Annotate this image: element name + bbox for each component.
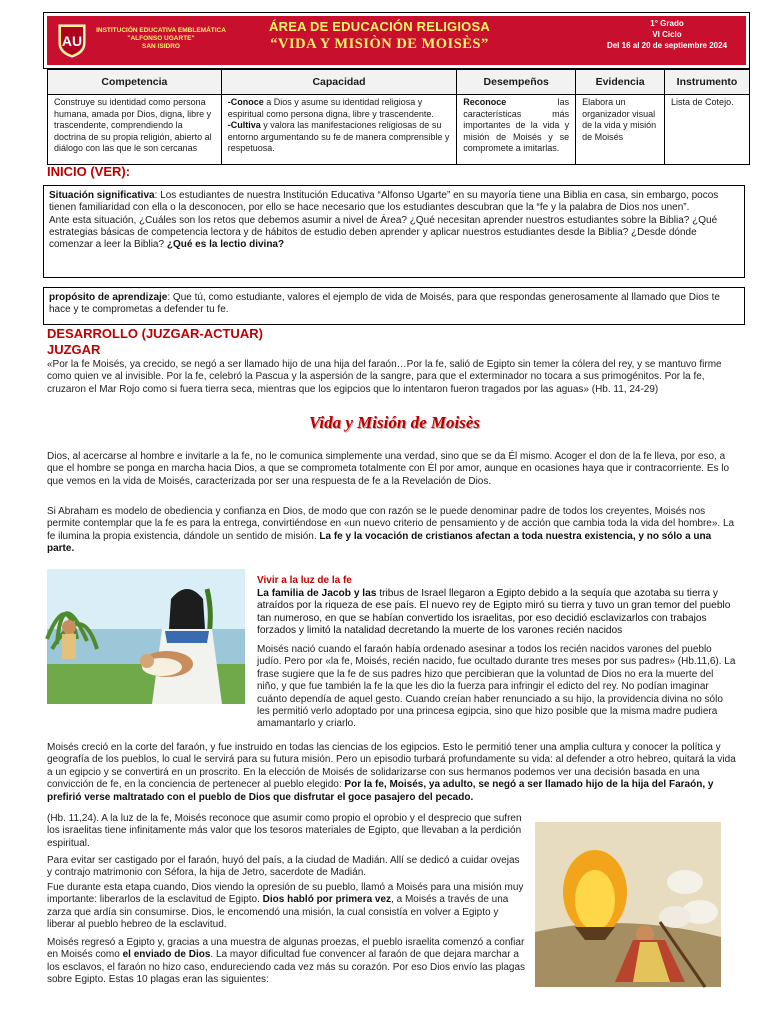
burning-bush-illustration-icon: [535, 822, 721, 987]
school-line-3: SAN ISIDRO: [142, 43, 180, 50]
juzgar-heading: JUZGAR: [47, 342, 101, 357]
paragraph-5-end: (Hb. 11,24). A la luz de la fe, Moisés reconoce que asumir como propio el oprobio y el desprecio que sufren los israelitas tiene infinitamente más valor que los tesoros materiales de Egipto, que llevaban a la perdición espiritual.: [47, 813, 522, 849]
desempeno-cell: [457, 95, 576, 165]
paragraph-2: [47, 506, 737, 556]
date-range: Del 16 al 20 de septiembre 2024: [606, 41, 728, 50]
paragraph-7-bold: Dios habló por primera vez: [259, 894, 392, 906]
vivir-fe-subtitle: Vivir a la luz de la fe: [257, 575, 352, 586]
paragraph-4: Moisés nació cuando el faraón había ordenado asesinar a todos los recién nacidos varones del pueblo judío. Pero por «la fe, Moisés, recién nacido, fue ocultado durante tres meses por sus padres» (Hb.11,6). La frase sugiere que la fe de sus padres hizo que percibieran que la voluntad de Dios no era la muerte del niño, y que fue también la fe la que les dio la fuerza para infringir el edicto del rey. No podían imaginar cuánto dependía de aquel gesto. Cuando creían haber renunciado a su hijo, la providencia divina no sólo les permitió verlo adoptado por una princesa egipcia, sino que hizo posible que la misma madre pudiera amamantarlo y criarlo.: [257, 644, 736, 730]
paragraph-7-text-b: , a Moisés a través de una zarza que ardía sin consumirse. Dios, le encomendó una misión, la cual consistía en volver a Egipto y liberar al pueblo hebreo de la esclavitud.: [47, 894, 509, 931]
paragraph-5-text: Moisés creció en la corte del faraón, y fue instruido en todas las ciencias de los egipcios. Esto le permitió tener una amplia cultura y conocer la política y geografía de los pueblos, lo cual le servirá para su futura misión. Pero un episodio turbará profundamente su vida: al defender a otro hebreo, quitará la vida a un egipcio y se convertirá en un proscrito. En la elección de Moisés de solidarizarse con sus hermanos podemos ver una decisión basada en una convicción de fe, en la conciencia de pertenecer al pueblo elegido:: [47, 742, 736, 791]
pregunta-final: ¿Qué es la lectio divina?: [164, 239, 285, 251]
school-line-1: INSTITUCIÓN EDUCATIVA EMBLEMÁTICA: [96, 27, 226, 34]
table-header-cell: Evidencia: [576, 70, 665, 95]
preguntas-text: Ante esta situación, ¿Cuáles son los retos que debemos asumir a nivel de Área? ¿Qué necesitan aprender nuestros estudiantes sobre la Biblia? ¿Qué estrategias básicas de competencia lectora y de hábitos de estudio deben aprender y aplicar nuestros estudiantes desde la Biblia? ¿Desde dónde comenzar a leer la Biblia?: [49, 214, 718, 251]
school-shield-logo-icon: [57, 23, 87, 59]
proposito-text: : Que tú, como estudiante, valores el ejemplo de vida de Moisés, para que respondas generosamente al llamado que Dios te hace y te comprometas a defender tu fe.: [49, 292, 720, 316]
desempeno-text: las características más importantes de la vida y misión de Moisés y se compromete a imitarlas.: [463, 97, 570, 153]
situacion-label: Situación significativa: [49, 190, 155, 201]
evidencia-cell: Elabora un organizador visual de la vida y misión de Moisés: [576, 95, 665, 165]
header-background: [47, 16, 746, 65]
proposito-label: propósito de aprendizaje: [49, 292, 168, 303]
capacidad-1-text: a Dios y asume su identidad religiosa y espiritual como persona digna, libre y trascendente.: [227, 97, 434, 119]
area-title: ÁREA DE EDUCACIÓN RELIGIOSA: [269, 19, 490, 34]
school-name: [91, 27, 231, 51]
svg-text:AU: AU: [61, 33, 83, 49]
proposito-box: [43, 287, 745, 325]
inicio-heading: INICIO (VER):: [47, 164, 131, 179]
table-header-cell: Desempeños: [457, 70, 576, 95]
instrumento-cell: Lista de Cotejo.: [665, 95, 750, 165]
paragraph-8-text-b: . La mayor dificultad fue convencer al faraón de que dejara marchar a los esclavos, el faraón no hizo caso, endureciendo cada vez más su corazón. Por eso Dios envío las plagas sobre Egipto. Estas 10 plagas eran las siguientes:: [47, 949, 526, 986]
table-row: [48, 95, 750, 165]
paragraph-7-text-a: Fue durante esta etapa cuando, Dios viendo la opresión de su pueblo, llamó a Moisés para una misión muy importante: liberarlos de la esclavitud de Egipto.: [47, 882, 524, 906]
table-header-cell: Competencia: [48, 70, 222, 95]
capacidad-2-verb: -Cultiva: [227, 120, 261, 130]
paragraph-7: [47, 882, 527, 932]
competency-table: [47, 69, 750, 165]
table-header-cell: Capacidad: [221, 70, 457, 95]
paragraph-8-bold: el enviado de Dios: [119, 949, 211, 961]
paragraph-8-text-a: Moisés regresó a Egipto y, gracias a una muestra de algunas proezas, el pueblo israelita comenzó a confiar en Moisés como: [47, 937, 525, 961]
paragraph-5: [47, 742, 737, 812]
paragraph-6: Para evitar ser castigado por el faraón, huyó del país, a la ciudad de Madián. Allí se dedicó a cuidar ovejas y contrajo matrimonio con Séfora, la hija de Jetro, sacerdote de Madián.: [47, 855, 520, 879]
paragraph-3-text: tribus de Israel llegaron a Egipto debido a la sequía que azotaba su tierra y atraídos por la riqueza de ese país. El nuevo rey de Egipto miró su tierra y tuvo un gran temor del pueblo tan numeroso, en que se habían convertido los israelitas, por eso decidió esclavizarlos con trabajos forzados y limitó la natalidad decretando la muerte de los varones recién nacidos: [257, 588, 731, 637]
lesson-title: “VIDA Y MISIÒN DE MOISÈS”: [270, 36, 489, 52]
header-banner: [43, 12, 750, 69]
table-header-row: [48, 70, 750, 95]
capacidad-2-text: y valora las manifestaciones religiosas de su entorno argumentando su fe de manera comprensible y respetuosa.: [227, 120, 450, 153]
capacidad-1-verb: -Conoce: [227, 97, 264, 107]
capacidad-cell: [221, 95, 457, 165]
vida-mision-title: Vida y Misión de Moisès: [309, 413, 480, 432]
grade-label: 1° Grado: [650, 19, 684, 28]
paragraph-2-text: Si Abraham es modelo de obediencia y confianza en Dios, de modo que con razón se le puede denominar padre de todos los creyentes, Moisés nos permite contemplar que la fe es para la entrega, convirtiéndose en «un nuevo criterio de pensamiento y de acción que cambia toda la vida del hombre». La fe ilumina la propia existencia, dándole un sentido de misión.: [47, 506, 735, 542]
biblical-quote: «Por la fe Moisés, ya crecido, se negó a ser llamado hijo de una hija del faraón…Por la fe, salió de Egipto sin temer la cólera del rey, y se mantuvo firme como quien ve al invisible. Por la fe, celebró la Pascua y la aspersión de la sangre, para que el exterminador no tocara a sus primogénitos. Por la fe, cruzaron el Mar Rojo como si fuera tierra seca, mientras que los egipcios que lo intentaron fueron tragados por las aguas» (Hb. 11, 24-29): [47, 359, 722, 395]
situacion-box: [43, 185, 745, 278]
desarrollo-heading: DESARROLLO (JUZGAR-ACTUAR): [47, 326, 263, 341]
paragraph-2-bold: La fe y la vocación de cristianos afectan a toda nuestra existencia, y no sólo a una parte.: [47, 530, 712, 555]
paragraph-3: [257, 588, 737, 638]
grade-info: [592, 18, 742, 51]
school-line-2: "ALFONSO UGARTE": [127, 35, 195, 42]
competencia-cell: Construye su identidad como persona humana, amada por Dios, digna, libre y trascendente, comprendiendo la doctrina de su propia religión, abierto al diálogo con las que le son cercanas: [48, 95, 222, 165]
paragraph-3-bold: La familia de Jacob y las: [257, 588, 377, 599]
table-header-cell: Instrumento: [665, 70, 750, 95]
paragraph-8: [47, 937, 527, 987]
moses-mother-illustration-icon: [47, 569, 245, 704]
desempeno-verb: Reconoce: [463, 97, 507, 107]
cycle-label: VI Ciclo: [652, 30, 682, 39]
paragraph-1: Dios, al acercarse al hombre e invitarle a la fe, no le comunica simplemente una verdad, sino que se da Él mismo. Acoger el don de la fe lleva, por eso, a que el hombre se ponga en marcha hacia Dios, a que se comprometa totalmente con Él por amor, aunque en ocasiones haya que ir contracorriente. Es lo que vemos en la vida de Moisés, caracterizada por ser una respuesta de fe a la Revelación de Dios.: [47, 451, 730, 487]
paragraph-5-bold: Por la fe, Moisés, ya adulto, se negó a ser llamado hijo de la hija del Faraón, y prefirió verse maltratado con el pueblo de Dios que disfrutar el goce pasajero del pecado.: [47, 779, 714, 803]
situacion-text: : Los estudiantes de nuestra Institución Educativa “Alfonso Ugarte” en su mayoría tiene una Biblia en casa, sin embargo, pocos tienen familiaridad con ella o la desconocen, por ello se hace necesario que los estudiantes descubran que la “fe y la palabra de Dios nos unen”.: [49, 190, 719, 214]
